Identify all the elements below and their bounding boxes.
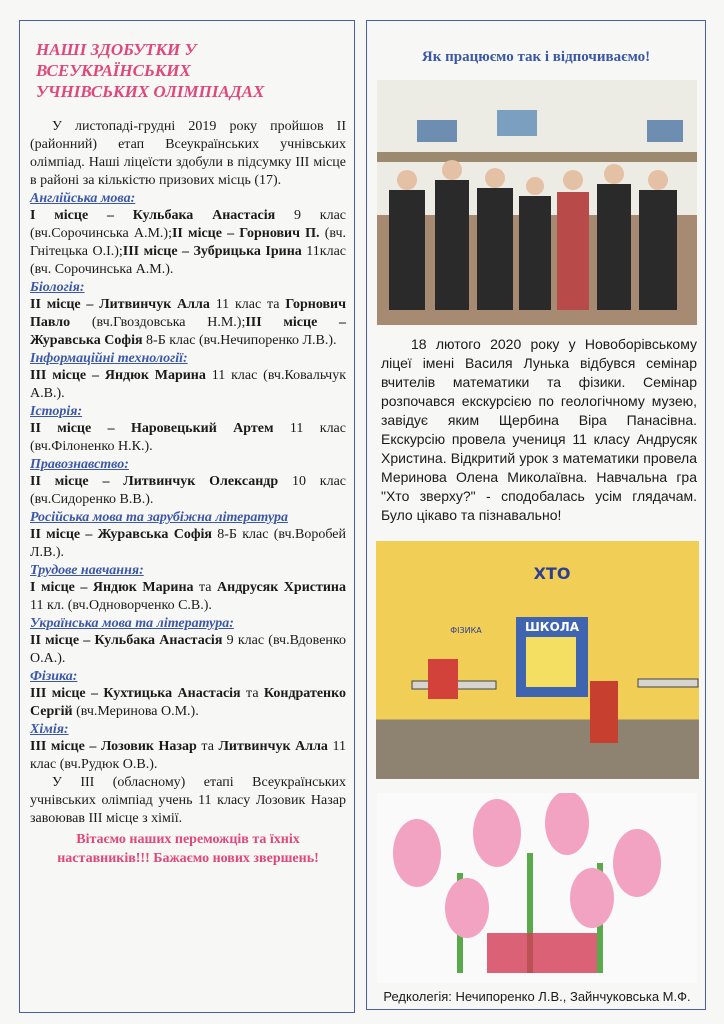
subject-heading: Історія: [30, 404, 83, 419]
subject-heading: Правознавство: [30, 457, 129, 472]
results-list [30, 190, 346, 774]
seminar-article [366, 20, 706, 1010]
stage-sign-main: ШКОЛА [524, 620, 580, 634]
winner-name: Кондратенко Сергій [30, 686, 346, 719]
subject-heading: Російська мова та зарубіжна література [30, 510, 288, 525]
result-entry [30, 632, 346, 668]
winner-name: ІІ місце – Литвинчук Олександр [30, 474, 279, 489]
winner-name: ІІІ місце – Лозовик Назар [30, 739, 197, 754]
winner-name: Горнович Павло [30, 297, 347, 330]
result-entry [30, 296, 346, 350]
seminar-title: Як працюємо так і відпочиваємо! [421, 49, 651, 65]
winner-details: та [196, 739, 219, 754]
seminar-text: 18 лютого 2020 року у Новоборівському ліцеї імені Василя Лунька відбувся семінар вчителів математики та фізики. Семінар розпочався екскурсією по геологічному музею, завідує яким Щербина Віра Панасівна. Екскурсію провела учениця 11 класу Андрусяк Христина. Відкритий урок з математики провела Меринова Олена Миколаївна. Навчальна гра "Хто зверху?" - сподобалась усім глядачам. Було цікаво та пізнавально! [381, 336, 697, 523]
result-entry [30, 367, 346, 403]
subject-heading: Фізика: [30, 669, 78, 684]
winner-details: 11 клас (вч.Ковальчук А.В.). [30, 368, 347, 401]
winner-details: 8-Б клас (вч.Нечипоренко Л.В.). [142, 333, 337, 348]
winner-details: та [240, 686, 264, 701]
stage-photo [376, 541, 699, 779]
result-entry [30, 579, 346, 615]
group-photo [377, 80, 697, 325]
winner-details: та [193, 580, 218, 595]
result-entry [30, 473, 346, 509]
article-title: НАШІ ЗДОБУТКИ У ВСЕУКРАЇНСЬКИХ УЧНІВСЬКИХ ОЛІМПІАДАХ [36, 40, 265, 101]
olympiad-article [19, 20, 355, 1013]
subject-heading: Українська мова та література: [30, 616, 234, 631]
winner-details: 11 кл. (вч.Одноворченко С.В.). [30, 598, 212, 613]
winner-name: ІІІ місце – Зубрицька Ірина [122, 244, 302, 259]
stage-sign-top: ХТО [533, 564, 571, 583]
regional-paragraph: У ІІІ (обласному) етапі Всеукраїнських учнівських олімпіад учень 11 класу Лозовик Назар завоював ІІІ місце з хімії. [30, 775, 346, 826]
winner-name: І місце – Яндюк Марина [30, 580, 194, 595]
winner-name: І місце – Кульбака Анастасія [30, 208, 276, 223]
winner-details: 9 клас (вч.Сорочинська А.М.); [30, 208, 346, 241]
subject-heading: Біологія: [30, 280, 85, 295]
winner-name: ІІ місце – Наровецький Артем [30, 421, 274, 436]
winner-details: (вч.Меринова О.М.). [72, 704, 199, 719]
subject-heading: Англійська мова: [30, 191, 136, 206]
congratulations-text: Вітаємо наших переможців та їхніх наставників!!! Бажаємо нових звершень! [57, 832, 319, 866]
intro-paragraph: У листопаді-грудні 2019 року пройшов ІІ (районний) етап Всеукраїнських учнівських олімпіад. Наші ліцеїсти здобули в підсумку ІІІ місце в районі за кількістю призових місць (17). [30, 119, 346, 188]
winner-details: 10 клас (вч.Сидоренко В.В.). [30, 474, 347, 507]
result-entry [30, 685, 346, 721]
winner-details: (вч. Гнітецька О.І.); [30, 226, 346, 259]
winner-name: ІІІ місце – Кухтицька Анастасія [30, 686, 241, 701]
winner-details: 11 клас (вч.Рудюк О.В.). [30, 739, 346, 772]
winner-name: ІІ місце – Литвинчук Алла [30, 297, 210, 312]
result-entry [30, 420, 346, 456]
subject-heading: Хімія: [30, 722, 69, 737]
winner-name: ІІ місце – Журавська Софія [30, 527, 212, 542]
winner-details: 11 клас (вч.Філоненко Н.К.). [30, 421, 346, 454]
winner-details: 11клас (вч. Сорочинська А.М.). [30, 244, 346, 277]
editorial-board: Редколегія: Нечипоренко Л.В., Зайнчуковська М.Ф. [383, 989, 691, 1004]
subject-heading: Інформаційні технології: [30, 351, 188, 366]
result-entry [30, 738, 346, 774]
subject-heading: Трудове навчання: [30, 563, 144, 578]
winner-details: (вч.Гвоздовська Н.М.); [70, 315, 246, 330]
winner-details: 9 клас (вч.Вдовенко О.А.). [30, 633, 347, 666]
winner-name: ІІІ місце – Яндюк Марина [30, 368, 206, 383]
stage-sign-small: ФІЗИКА [450, 626, 482, 635]
winner-details: 8-Б клас (вч.Воробей Л.В.). [30, 527, 346, 560]
winner-name: ІІІ місце – Журавська Софія [30, 315, 346, 348]
winner-details: 11 клас та [209, 297, 286, 312]
winner-name: ІІ місце – Горнович П. [171, 226, 320, 241]
winner-name: ІІ місце – Кульбака Анастасія [30, 633, 223, 648]
result-entry [30, 526, 346, 562]
winner-name: Андрусяк Христина [217, 580, 346, 595]
tulips-image [377, 793, 697, 983]
winner-name: Литвинчук Алла [218, 739, 328, 754]
result-entry [30, 207, 346, 279]
